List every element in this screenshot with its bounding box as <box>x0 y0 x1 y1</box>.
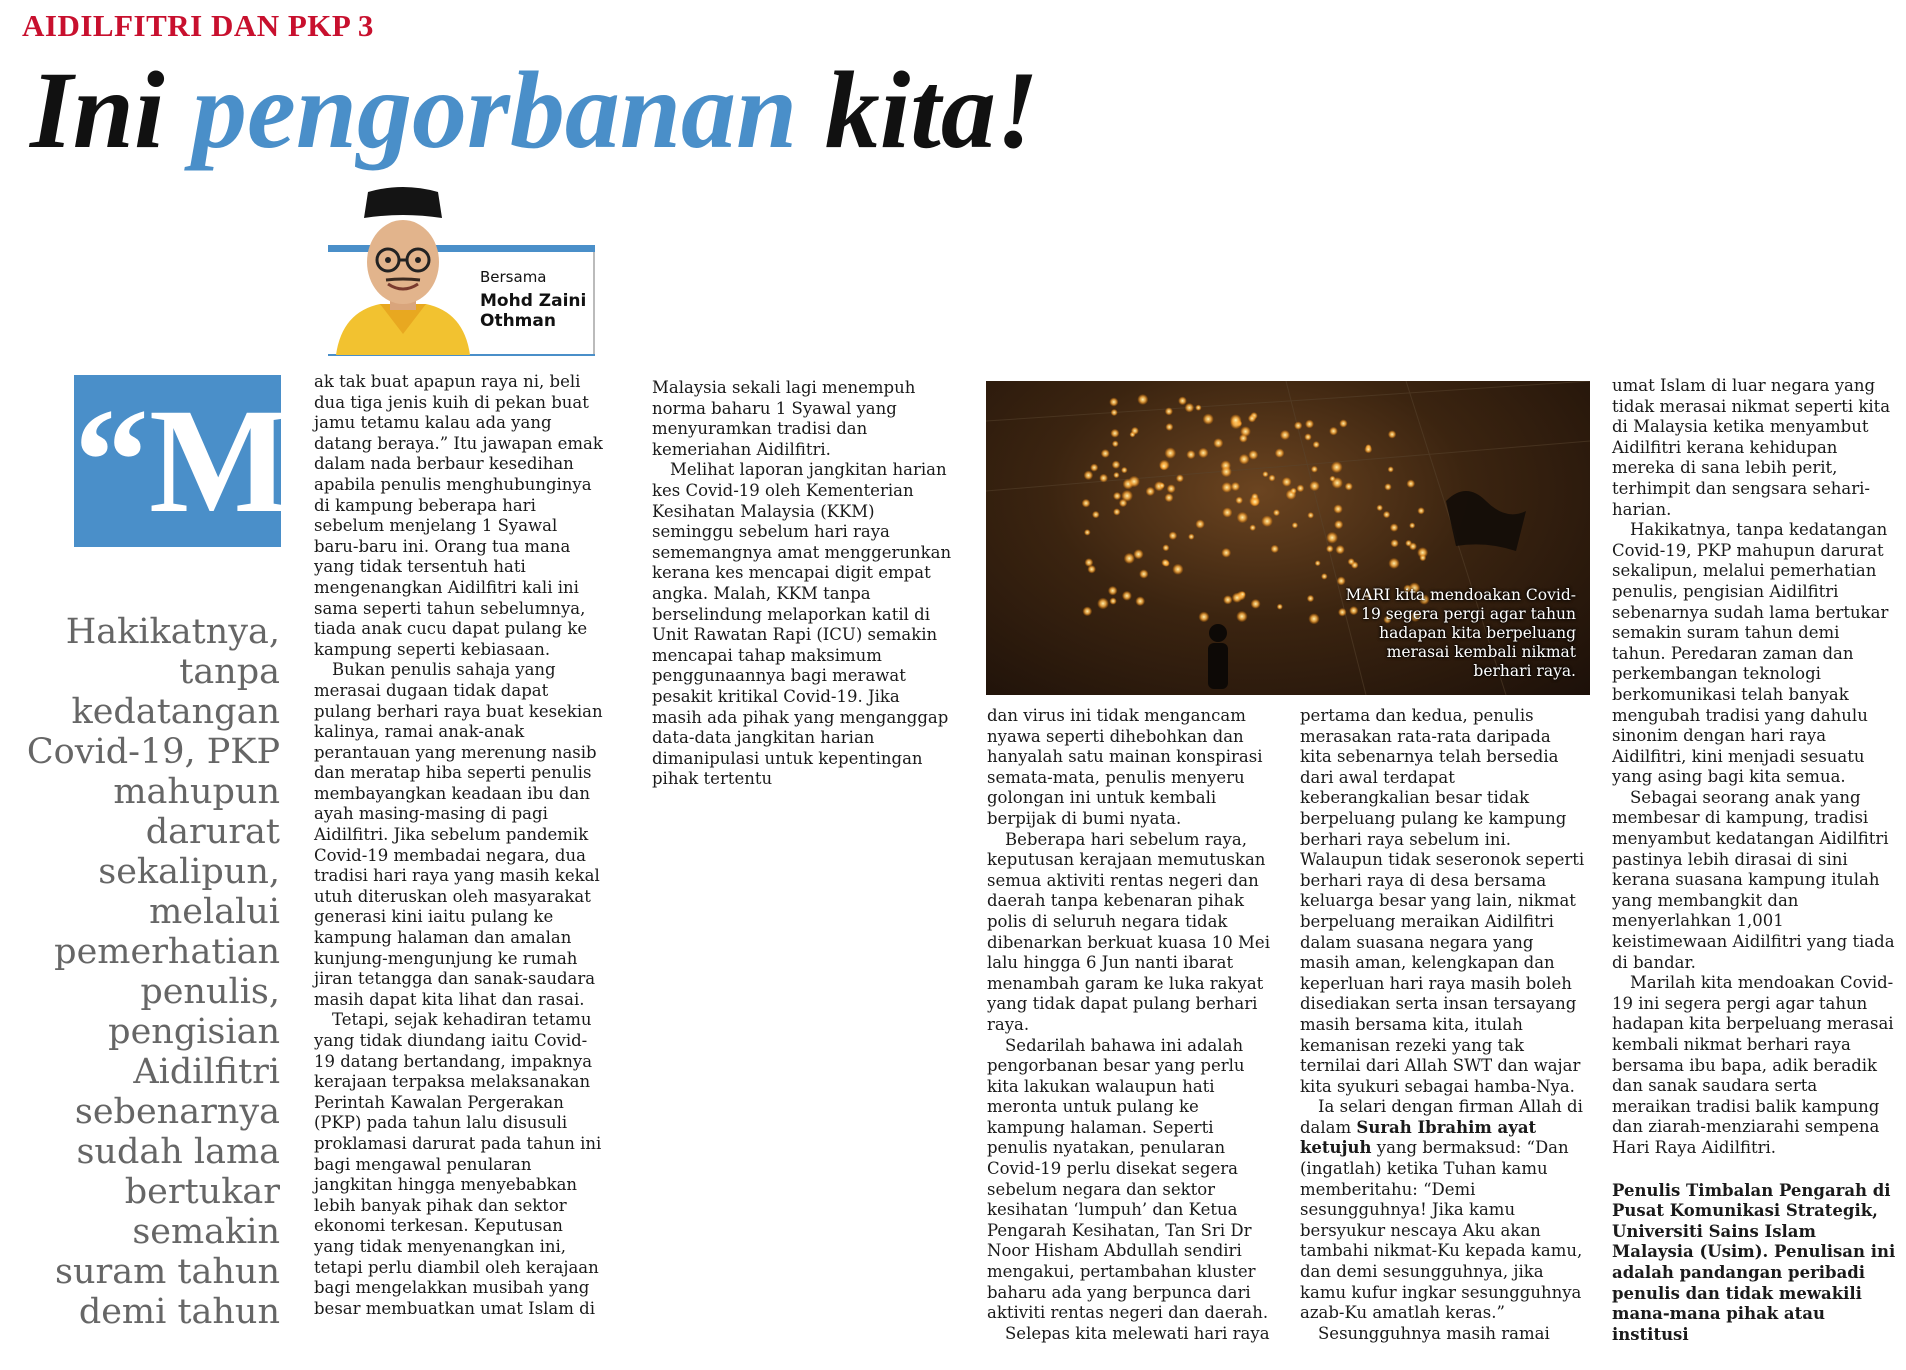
paragraph: Sedarilah bahawa ini adalah pengorbanan besar yang perlu kita lakukan walaupun hati meronta untuk pulang ke kampung halaman. Seperti penulis nyatakan, penularan Covid-19 perlu disekat segera sebelum negara dan sektor kesihatan ‘lumpuh’ dan Ketua Pengarah Kesihatan, Tan Sri Dr Noor Hisham Abdullah sendiri mengakui, pertambahan kluster baharu ada yang berpunca dari aktiviti rentas negeri dan daerah. <box>987 1035 1269 1323</box>
pull-quote: Hakikatnya, tanpa kedatangan Covid-19, PKP mahupun darurat sekalipun, melalui pemerhatian penulis, pengisian Aidilfitri sebenarnya sudah lama bertukar semakin suram tahun demi tahun <box>26 612 280 1332</box>
article-column-3 <box>987 706 1273 1344</box>
verse-intro: Ia selari dengan firman Allah di dalam <box>1300 1097 1583 1137</box>
paragraph: Selepas kita melewati hari raya <box>1005 1323 1270 1343</box>
byline-frame-edge <box>593 252 595 356</box>
paragraph: Tetapi, sejak kehadiran tetamu yang tidak diundang iaitu Covid-19 datang bertandang, impaknya kerajaan terpaksa melaksanakan Perintah Kawalan Pergerakan (PKP) pada tahun lalu disusuli proklamasi darurat pada tahun ini bagi mengawal penularan jangkitan hingga menyebabkan lebih banyak pihak dan sektor ekonomi terkesan. Keputusan yang tidak menyenangkan ini, tetapi perlu diambil oleh kerajaan bagi mengelakkan musibah yang besar membuatkan umat Islam di <box>314 1010 602 1318</box>
headline-part-1: Ini <box>30 49 193 171</box>
paragraph: Melihat laporan jangkitan harian kes Covid-19 oleh Kementerian Kesihatan Malaysia (KKM) seminggu sebelum hari raya sememangnya amat menggerunkan kerana kes mencapai digit empat angka. Malah, KKM tanpa berselindung melaporkan katil di Unit Rawatan Rapi (ICU) semakin mencapai tahap maksimum penggunaannya bagi merawat pesakit kritikal Covid-19. Jika masih ada pihak yang menganggap data-data jangkitan harian dimanipulasi untuk kepentingan pihak tertentu <box>652 460 952 789</box>
article-column-1 <box>314 372 606 1319</box>
headline-part-3: kita! <box>797 49 1039 171</box>
paragraph: Malaysia sekali lagi menempuh norma baharu 1 Syawal yang menyuramkan tradisi dan kemeriahan Aidilfitri. <box>652 378 916 459</box>
paragraph: Sebagai seorang anak yang membesar di kampung, tradisi menyambut kedatangan Aidilfitri pastinya lebih dirasai di sini kerana suasana kampung itulah yang membangkit dan menyerlahkan 1,001 keistimewaan Aidilfitri yang tiada di bandar. <box>1612 787 1895 972</box>
article-column-4 <box>1300 706 1586 1344</box>
verse-quote: yang bermaksud: “Dan (ingatlah) ketika Tuhan kamu memberitahu: “Demi sesungguhnya! Jika kamu bersyukur nescaya Aku akan tambahi nikmat-Ku kepada kamu, dan demi sesungguhnya, jika kamu kufur ingkar sesungguhnya azab-Ku amatlah keras.” <box>1300 1138 1583 1323</box>
paragraph: Beberapa hari sebelum raya, keputusan kerajaan memutuskan semua aktiviti rentas negeri dan daerah tanpa kebenaran pihak polis di seluruh negara tidak dibenarkan berkuat kuasa 10 Mei lalu hingga 6 Jun nanti ibarat menambah garam ke luka rakyat yang tidak dapat pulang berhari raya. <box>987 829 1270 1034</box>
paragraph: ak tak buat apapun raya ni, beli dua tiga jenis kuih di pekan buat jamu tetamu kalau ada yang datang beraya.” Itu jawapan emak dalam nada berbaur kesedihan apabila penulis menghubunginya di kampung beberapa hari sebelum menjelang 1 Syawal baru-baru ini. Orang tua mana yang tidak tersentuh hati mengenangkan Aidilfitri kali ini sama seperti tahun sebelumnya, tiada anak cucu dapat pulang ke kampung seperti kebiasaan. <box>314 372 603 659</box>
paragraph: Sesungguhnya masih ramai <box>1318 1323 1550 1343</box>
paragraph: Marilah kita mendoakan Covid-19 ini segera pergi agar tahun hadapan kita berpeluang merasai kembali nikmat berhari raya bersama ibu bapa, adik beradik dan sanak saudara serta meraikan tradisi balik kampung dan ziarah-menziarahi sempena Hari Raya Aidilfitri. <box>1612 973 1894 1157</box>
paragraph: umat Islam di luar negara yang tidak merasai nikmat seperti kita di Malaysia ketika menyambut Aidilfitri kerana kehidupan mereka di sana lebih perit, terhimpit dan sengsara sehari-harian. <box>1612 376 1891 519</box>
author-bio: Penulis Timbalan Pengarah di Pusat Komunikasi Strategik, Universiti Sains Islam Malaysia (Usim). Penulisan ini adalah pandangan peribadi penulis dan tidak mewakili mana-mana pihak atau institusi <box>1612 1180 1896 1344</box>
paragraph-with-verse <box>1300 1097 1586 1324</box>
byline <box>480 268 590 332</box>
author-portrait-illustration <box>328 184 478 355</box>
photo-caption: MARI kita mendoakan Covid-19 segera pergi agar tahun hadapan kita berpeluang merasai kembali nikmat berhari raya. <box>1345 586 1576 680</box>
paragraph: pertama dan kedua, penulis merasakan rata-rata daripada kita sebenarnya telah bersedia dari awal terdapat keberangkalian besar tidak berpeluang pulang ke kampung berhari raya sebelum ini. Walaupun tidak seseronok seperti berhari raya di desa bersama keluarga besar yang lain, nikmat berpeluang meraikan Aidilfitri dalam suasana negara yang masih aman, kelengkapan dan keperluan hari raya masih boleh disediakan serta insan tersayang masih bersama kita, itulah kemanisan rezeki yang tak ternilai dari Allah SWT dan wajar kita syukuri sebagai hamba-Nya. <box>1300 706 1585 1096</box>
article-column-5 <box>1612 376 1898 1345</box>
byline-author-name: Mohd Zaini Othman <box>480 291 587 332</box>
drop-cap: “M <box>74 375 281 547</box>
verse-reference: Surah Ibrahim ayat ketujuh <box>1300 1117 1537 1158</box>
section-kicker: AIDILFITRI DAN PKP 3 <box>22 8 374 43</box>
byline-label: Bersama <box>480 268 547 286</box>
headline-part-2: pengorbanan <box>192 49 798 171</box>
paragraph: Bukan penulis sahaja yang merasai dugaan tidak dapat pulang berhari raya buat kesekian kalinya, ramai anak-anak perantauan yang merenung nasib dan meratap hiba seperti penulis membayangkan keadaan ibu dan ayah masing-masing di pagi Aidilfitri. Jika sebelum pandemik Covid-19 membadai negara, dua tradisi hari raya yang masih kekal utuh diteruskan oleh masyarakat generasi kini iaitu pulang ke kampung halaman dan amalan kunjung-mengunjung ke rumah jiran tetangga dan sanak-saudara masih dapat kita lihat dan rasai. <box>314 660 603 1009</box>
paragraph: Hakikatnya, tanpa kedatangan Covid-19, PKP mahupun darurat sekalipun, melalui pemerhatian penulis, pengisian Aidilfitri sebenarnya sudah lama bertukar semakin suram tahun demi tahun. Peredaran zaman dan perkembangan teknologi berkomunikasi telah banyak mengubah tradisi yang dahulu sinonim dengan hari raya Aidilfitri, kini menjadi sesuatu yang asing bagi kita semua. <box>1612 520 1889 787</box>
paragraph: dan virus ini tidak mengancam nyawa seperti dihebohkan dan hanyalah satu mainan konspirasi semata-mata, penulis menyeru golongan ini untuk kembali berpijak di bumi nyata. <box>987 706 1263 828</box>
author-portrait <box>328 184 478 355</box>
headline <box>30 50 1039 171</box>
candle-light-photo <box>986 381 1590 695</box>
article-column-2 <box>652 378 952 790</box>
